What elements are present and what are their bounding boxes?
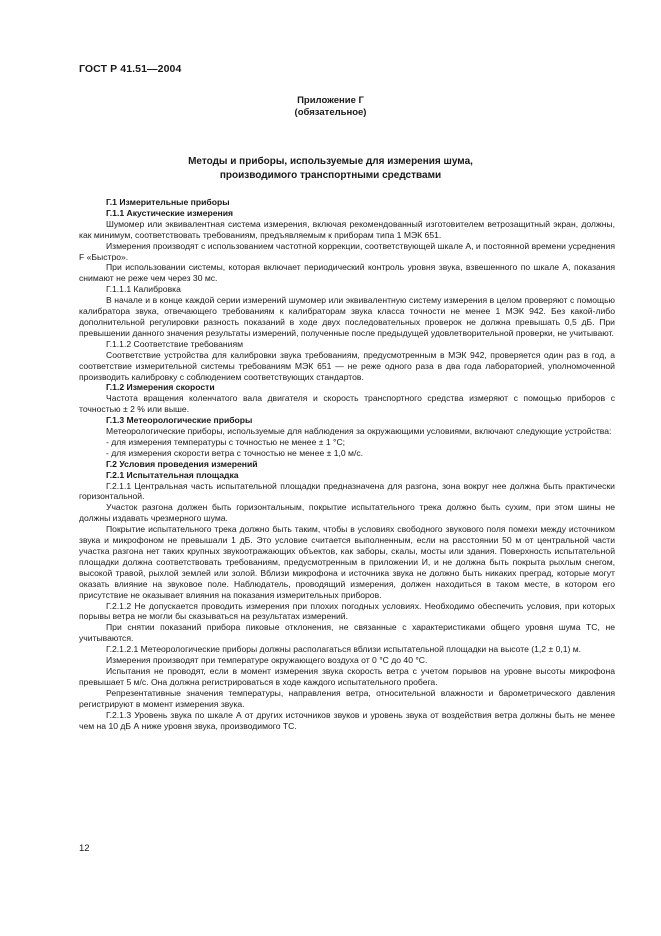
paragraph: Г.1.1.1 Калибровка <box>106 284 181 295</box>
paragraph: Г.1.1.2 Соответствие требованиям <box>106 338 244 349</box>
paragraph: Соответствие устройства для калибровки звука требованиям, предусмотренным в МЭК 942, проверяется один раз в год, а соответствие измерительной системы требованиям МЭК 651 — не реже одного раза в два года лабораторией, уполномоченной производить калибровку с соблюдением соответствующих стандартов. <box>79 349 615 382</box>
appendix-status: (обязательное) <box>294 107 367 118</box>
section-title-line-1: Методы и приборы, используемые для измерения шума, <box>188 156 473 167</box>
section-heading: Г.1.1 Акустические измерения <box>106 207 234 218</box>
paragraph: Измерения производят при температуре окружающего воздуха от 0 °С до 40 °С. <box>106 655 428 666</box>
paragraph: Участок разгона должен быть горизонтальным, покрытие испытательного трека должно быть сухим, при этом шины не должны издавать чрезмерного шума. <box>79 502 615 524</box>
paragraph: - для измерения скорости ветра с точностью не менее ± 1,0 м/с. <box>106 447 364 458</box>
paragraph: При использовании системы, которая включает периодический контроль уровня звука, взвешенного по шкале А, показания снимают не реже чем через 30 мс. <box>79 262 615 284</box>
section-heading: Г.2.1 Испытательная площадка <box>106 469 239 480</box>
section-heading: Г.1.2 Измерения скорости <box>106 382 215 393</box>
document-body <box>79 197 615 731</box>
paragraph: - для измерения температуры с точностью не менее ± 1 °С; <box>106 436 346 447</box>
section-heading: Г.1.3 Метеорологические приборы <box>106 415 253 426</box>
paragraph: Г.2.1.2.1 Метеорологические приборы должны располагаться вблизи испытательной площадки на высоте (1,2 ± 0,1) м. <box>106 644 582 655</box>
paragraph: При снятии показаний прибора пиковые отклонения, не связанные с характеристиками общего уровня шума ТС, не учитываются. <box>79 622 615 644</box>
paragraph: Измерения производят с использованием частотной коррекции, соответствующей шкале А, и постоянной времени усреднения F «Быстро». <box>79 240 615 262</box>
paragraph: Метеорологические приборы, используемые для наблюдения за окружающими условиями, включают следующие устройства: <box>106 426 612 437</box>
section-title-line-2: производимого транспортными средствами <box>219 170 442 181</box>
paragraph: В начале и в конце каждой серии измерений шумомер или эквивалентную систему измерения в целом проверяют с помощью калибратора звука, отвечающего требованиям к калибраторам звука класса точности не менее 1 МЭК 942. Без какой-либо дополнительной регулировки разность показаний в ходе двух последовательных проверок не должна превышать 0,5 дБ. При превышении данного значения результаты измерений, полученные после предыдущей удовлетворительной проверки, не учитывают. <box>79 295 615 338</box>
paragraph: Покрытие испытательного трека должно быть таким, чтобы в условиях свободного звукового поля помехи между источником звука и микрофоном не превышали 1 дБ. Это условие считается выполненным, если на расстоянии 50 м от центральной части участка разгона нет таких крупных звукоотражающих объектов, как заборы, скалы, мосты или здания. Поверхность испытательной площадки должна соответствовать требованиям, предусмотренным в приложении И, и не должна быть покрыта рыхлым снегом, высокой травой, рыхлой землей или золой. Вблизи микрофона и источника звука не должно быть никаких преград, которые могут оказать влияние на звуковое поле. Наблюдатель, проводящий измерения, должен находиться в таком месте, в котором его присутствие не оказывает влияния на показания измерительных приборов. <box>79 524 615 600</box>
appendix-label: Приложение Г <box>297 95 364 106</box>
section-heading: Г.2 Условия проведения измерений <box>106 458 258 469</box>
paragraph: Г.2.1.1 Центральная часть испытательной площадки предназначена для разгона, зона вокруг нее должна быть практически горизонтальной. <box>79 480 615 502</box>
paragraph: Репрезентативные значения температуры, направления ветра, относительной влажности и барометрического давления регистрируют в момент измерения звука. <box>79 687 615 709</box>
document-header: ГОСТ Р 41.51—2004 <box>79 63 182 75</box>
paragraph: Частота вращения коленчатого вала двигателя и скорость транспортного средства измеряют с помощью приборов с точностью ± 2 % или выше. <box>79 393 615 415</box>
paragraph: Шумомер или эквивалентная система измерения, включая рекомендованный изготовителем ветрозащитный экран, должны, как минимум, соответствовать требованиям, предъявляемым к приборам типа 1 МЭК 651. <box>79 218 615 240</box>
section-heading: Г.1 Измерительные приборы <box>106 197 230 207</box>
page-number: 12 <box>79 843 90 854</box>
paragraph: Испытания не проводят, если в момент измерения звука скорость ветра с учетом порывов на уровне высоты микрофона превышает 5 м/с. Она должна регистрироваться в ходе каждого испытательного пробега. <box>79 665 615 687</box>
paragraph: Г.2.1.2 Не допускается проводить измерения при плохих погодных условиях. Необходимо обеспечить условия, при которых порывы ветра не могли бы сказываться на результатах измерений. <box>79 600 615 622</box>
paragraph: Г.2.1.3 Уровень звука по шкале А от других источников звуков и уровень звука от воздействия ветра должны быть не менее чем на 10 дБ А ниже уровня звука, производимого ТС. <box>79 709 615 731</box>
